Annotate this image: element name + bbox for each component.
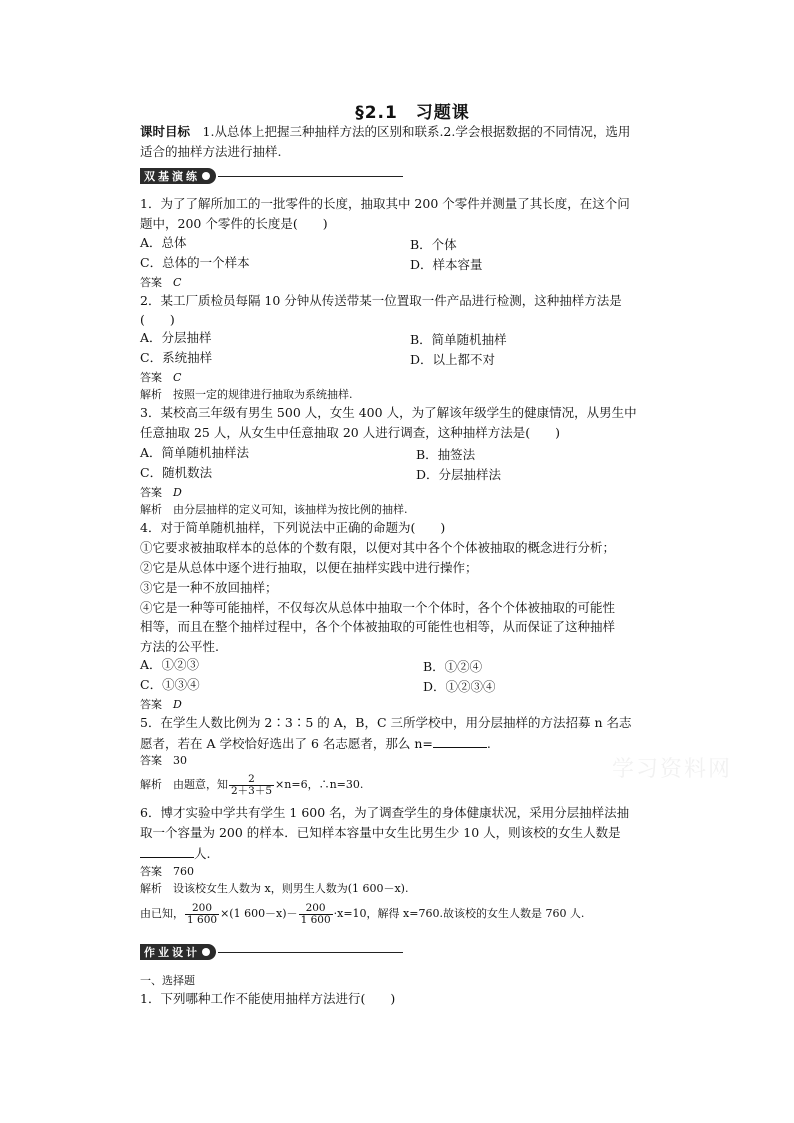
q5-line-2: 愿者，若在 A 学校恰好选出了 6 名志愿者，那么 n= . <box>140 736 491 751</box>
section2-label: 作业设计 <box>144 946 200 959</box>
q1-option-d: D．样本容量 <box>410 257 483 272</box>
section1-label: 双基演练 <box>144 170 200 183</box>
q5-blank <box>433 735 487 748</box>
watermark: 学习资料网 <box>612 757 733 782</box>
q4-option-d: D．①②③④ <box>423 679 496 694</box>
q2-option-b: B．简单随机抽样 <box>410 332 507 347</box>
q6-blank <box>140 845 194 858</box>
q4-statement-4a: ④它是一种等可能抽样，不仅每次从总体中抽取一个个体时，各个个体被抽取的可能性 <box>140 600 616 615</box>
q2-option-a: A．分层抽样 <box>140 330 212 345</box>
q3-option-a: A．简单随机抽样法 <box>140 445 250 460</box>
section-banner-2 <box>140 944 403 960</box>
section-rule <box>218 952 403 953</box>
q1-option-a: A．总体 <box>140 235 187 250</box>
page-title: §2.1 习题课 <box>355 103 470 123</box>
q4-option-b: B．①②④ <box>423 659 483 674</box>
hw-question-1: 1．下列哪种工作不能使用抽样方法进行( ) <box>140 991 396 1006</box>
q4-answer: 答案 D <box>140 698 182 711</box>
q1-line-1: 1．为了了解所加工的一批零件的长度，抽取其中 200 个零件并测量了其长度，在这个问 <box>140 196 630 211</box>
goal-line-2: 适合的抽样方法进行抽样. <box>140 144 282 159</box>
q2-line-1: 2．某工厂质检员每隔 10 分钟从传送带某一位置取一件产品进行检测，这种抽样方法是 <box>140 293 622 308</box>
goal-label: 课时目标 <box>140 124 191 139</box>
q6-line-2: 取一个容量为 200 的样本．已知样本容量中女生比男生少 10 人，则该校的女生人数是 <box>140 825 621 840</box>
q1-option-c: C．总体的一个样本 <box>140 255 250 270</box>
q4-line-1: 4．对于简单随机抽样，下列说法中正确的命题为( ) <box>140 520 446 535</box>
q3-explanation: 解析 由分层抽样的定义可知，该抽样为按比例的抽样. <box>140 503 408 516</box>
q6-answer: 答案 760 <box>140 865 194 878</box>
q6-explanation: 解析 设该校女生人数为 x，则男生人数为(1 600－x). <box>140 882 409 895</box>
q3-option-b: B．抽签法 <box>416 447 476 462</box>
section-rule <box>218 176 403 177</box>
q4-option-c: C．①③④ <box>140 677 200 692</box>
q3-line-1: 3．某校高三年级有男生 500 人，女生 400 人，为了解该年级学生的健康情况，从男生中 <box>140 405 637 420</box>
q2-line-2: ( ) <box>140 312 175 327</box>
dot-icon <box>202 172 210 180</box>
q4-option-a: A．①②③ <box>140 657 200 672</box>
q2-explanation: 解析 按照一定的规律进行抽取为系统抽样. <box>140 388 353 401</box>
part-heading: 一、选择题 <box>140 974 195 987</box>
q5-answer: 答案 30 <box>140 754 187 767</box>
q6-line-1: 6．博才实验中学共有学生 1 600 名，为了调查学生的身体健康状况，采用分层抽样法抽 <box>140 805 630 820</box>
section-banner-1 <box>140 168 403 184</box>
q4-statement-4c: 方法的公平性. <box>140 639 219 654</box>
q4-statement-3: ③它是一种不放回抽样； <box>140 580 278 595</box>
q3-option-c: C．随机数法 <box>140 465 213 480</box>
q3-answer: 答案 D <box>140 486 182 499</box>
q1-answer: 答案 C <box>140 276 182 289</box>
q5-fraction: $\frac{2}{2+3+5}$ <box>231 772 273 797</box>
q4-statement-1: ①它要求被抽取样本的总体的个数有限，以便对其中各个个体被抽取的概念进行分析； <box>140 540 616 555</box>
q1-option-b: B．个体 <box>410 237 457 252</box>
goal-text-1: 1.从总体上把握三种抽样方法的区别和联系.2.学会根据数据的不同情况，选用 <box>202 124 631 139</box>
q3-line-2: 任意抽取 25 人，从女生中任意抽取 20 人进行调查，这种抽样方法是( ) <box>140 425 560 440</box>
goal-line-1 <box>140 124 685 140</box>
q5-explanation: 解析 由题意，知 $\frac{2}{2+3+5}$ ×n=6，∴n=30. <box>140 772 364 797</box>
q4-statement-4b: 相等，而且在整个抽样过程中，各个个体被抽取的可能性也相等，从而保证了这种抽样 <box>140 619 616 634</box>
q1-line-2: 题中，200 个零件的长度是( ) <box>140 216 328 231</box>
q6-line-3: 人. <box>140 845 685 862</box>
q2-answer: 答案 C <box>140 371 182 384</box>
q3-option-d: D．分层抽样法 <box>416 467 502 482</box>
q4-statement-2: ②它是从总体中逐个进行抽取，以便在抽样实践中进行操作； <box>140 560 478 575</box>
q5-line-1: 5．在学生人数比例为 2∶3∶5 的 A，B，C 三所学校中，用分层抽样的方法招募 n 名志 <box>140 715 632 730</box>
dot-icon <box>202 948 210 956</box>
q6-equation: 由已知， $\frac{200}{1 600}$ ×(1 600－x)－ $\frac{200}{1 600}$ ·x=10，解得 x=760.故该校的女生人数是 760 人. <box>140 901 585 926</box>
q2-option-c: C．系统抽样 <box>140 350 213 365</box>
q2-option-d: D．以上都不对 <box>410 352 496 367</box>
